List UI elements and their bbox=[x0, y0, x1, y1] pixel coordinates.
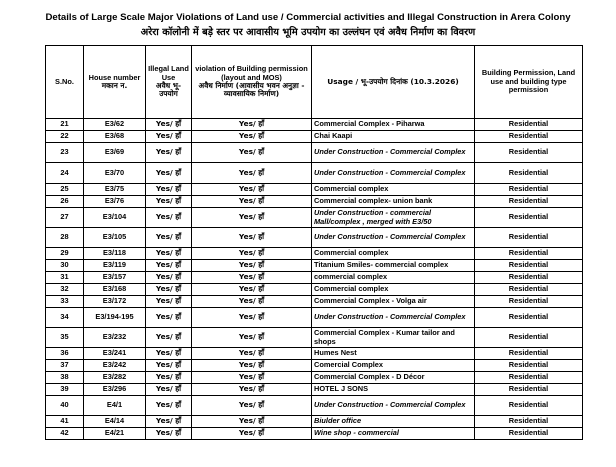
cell-building-permission: Residential bbox=[475, 308, 583, 328]
cell-building-permission: Residential bbox=[475, 428, 583, 440]
cell-house-number: E3/104 bbox=[84, 208, 146, 228]
cell-violation: Yes/ हाँ bbox=[192, 372, 312, 384]
cell-illegal-land-use: Yes/ हाँ bbox=[146, 296, 192, 308]
cell-illegal-land-use: Yes/ हाँ bbox=[146, 360, 192, 372]
cell-violation: Yes/ हाँ bbox=[192, 248, 312, 260]
cell-usage: Under Construction - Commercial Complex bbox=[312, 228, 475, 248]
cell-building-permission: Residential bbox=[475, 416, 583, 428]
table-row bbox=[46, 328, 583, 348]
cell-usage: Biulder office bbox=[312, 416, 475, 428]
cell-violation: Yes/ हाँ bbox=[192, 284, 312, 296]
table-row bbox=[46, 372, 583, 384]
cell-building-permission: Residential bbox=[475, 228, 583, 248]
cell-violation: Yes/ हाँ bbox=[192, 228, 312, 248]
cell-violation: Yes/ हाँ bbox=[192, 131, 312, 143]
table-header-row bbox=[46, 46, 583, 119]
table-row bbox=[46, 348, 583, 360]
cell-illegal-land-use: Yes/ हाँ bbox=[146, 131, 192, 143]
cell-sno: 22 bbox=[46, 131, 84, 143]
cell-sno: 33 bbox=[46, 296, 84, 308]
cell-house-number: E3/241 bbox=[84, 348, 146, 360]
header-usage: Usage / भू-उपयोग दिनांक (10.3.2026) bbox=[312, 46, 475, 119]
cell-sno: 38 bbox=[46, 372, 84, 384]
cell-illegal-land-use: Yes/ हाँ bbox=[146, 119, 192, 131]
cell-usage: Humes Nest bbox=[312, 348, 475, 360]
cell-house-number: E3/168 bbox=[84, 284, 146, 296]
cell-sno: 36 bbox=[46, 348, 84, 360]
cell-house-number: E3/76 bbox=[84, 196, 146, 208]
header-house-en: House number bbox=[88, 72, 141, 82]
cell-building-permission: Residential bbox=[475, 328, 583, 348]
cell-building-permission: Residential bbox=[475, 384, 583, 396]
cell-violation: Yes/ हाँ bbox=[192, 143, 312, 163]
cell-house-number: E3/119 bbox=[84, 260, 146, 272]
cell-house-number: E3/172 bbox=[84, 296, 146, 308]
table-row bbox=[46, 228, 583, 248]
cell-illegal-land-use: Yes/ हाँ bbox=[146, 228, 192, 248]
cell-house-number: E3/68 bbox=[84, 131, 146, 143]
cell-usage: Commercial Complex - Volga air bbox=[312, 296, 475, 308]
cell-violation: Yes/ हाँ bbox=[192, 308, 312, 328]
cell-usage: Chai Kaapi bbox=[312, 131, 475, 143]
cell-usage: Commercial complex bbox=[312, 284, 475, 296]
header-building-permission: Building Permission, Land use and building type permission bbox=[475, 46, 583, 119]
header-violation-hi: अवैध निर्माण (आवासीय भवन अनुज्ञा - व्यावसायिक निर्माण) bbox=[198, 81, 305, 99]
table-row bbox=[46, 184, 583, 196]
cell-building-permission: Residential bbox=[475, 143, 583, 163]
cell-illegal-land-use: Yes/ हाँ bbox=[146, 260, 192, 272]
cell-sno: 42 bbox=[46, 428, 84, 440]
cell-building-permission: Residential bbox=[475, 360, 583, 372]
cell-house-number: E4/1 bbox=[84, 396, 146, 416]
cell-illegal-land-use: Yes/ हाँ bbox=[146, 284, 192, 296]
cell-violation: Yes/ हाँ bbox=[192, 428, 312, 440]
cell-illegal-land-use: Yes/ हाँ bbox=[146, 428, 192, 440]
cell-illegal-land-use: Yes/ हाँ bbox=[146, 248, 192, 260]
cell-usage: commercial complex bbox=[312, 272, 475, 284]
table-row bbox=[46, 284, 583, 296]
cell-house-number: E3/282 bbox=[84, 372, 146, 384]
cell-illegal-land-use: Yes/ हाँ bbox=[146, 328, 192, 348]
cell-building-permission: Residential bbox=[475, 296, 583, 308]
cell-violation: Yes/ हाँ bbox=[192, 163, 312, 184]
cell-building-permission: Residential bbox=[475, 184, 583, 196]
cell-building-permission: Residential bbox=[475, 196, 583, 208]
cell-house-number: E3/70 bbox=[84, 163, 146, 184]
cell-violation: Yes/ हाँ bbox=[192, 119, 312, 131]
cell-sno: 40 bbox=[46, 396, 84, 416]
table-body bbox=[46, 119, 583, 440]
cell-house-number: E3/157 bbox=[84, 272, 146, 284]
cell-usage: Under Construction - Commercial Complex bbox=[312, 163, 475, 184]
cell-usage: Titanium Smiles- commercial complex bbox=[312, 260, 475, 272]
cell-illegal-land-use: Yes/ हाँ bbox=[146, 163, 192, 184]
cell-usage: Under Construction - commercial Mall/complex , merged with E3/50 bbox=[312, 208, 475, 228]
cell-usage: Under Construction - Commercial Complex bbox=[312, 308, 475, 328]
cell-usage: Commercial Complex - D Décor bbox=[312, 372, 475, 384]
cell-sno: 32 bbox=[46, 284, 84, 296]
table-row bbox=[46, 308, 583, 328]
cell-house-number: E3/69 bbox=[84, 143, 146, 163]
cell-illegal-land-use: Yes/ हाँ bbox=[146, 348, 192, 360]
cell-usage: Commercial Complex - Piharwa bbox=[312, 119, 475, 131]
cell-sno: 28 bbox=[46, 228, 84, 248]
cell-violation: Yes/ हाँ bbox=[192, 208, 312, 228]
cell-violation: Yes/ हाँ bbox=[192, 348, 312, 360]
cell-sno: 29 bbox=[46, 248, 84, 260]
cell-violation: Yes/ हाँ bbox=[192, 260, 312, 272]
violations-table bbox=[45, 45, 583, 440]
cell-violation: Yes/ हाँ bbox=[192, 328, 312, 348]
table-row bbox=[46, 396, 583, 416]
table-row bbox=[46, 296, 583, 308]
table-row bbox=[46, 272, 583, 284]
cell-sno: 41 bbox=[46, 416, 84, 428]
cell-sno: 39 bbox=[46, 384, 84, 396]
cell-building-permission: Residential bbox=[475, 348, 583, 360]
cell-building-permission: Residential bbox=[475, 119, 583, 131]
cell-building-permission: Residential bbox=[475, 396, 583, 416]
table-row bbox=[46, 143, 583, 163]
cell-usage: Commercial complex bbox=[312, 184, 475, 196]
cell-illegal-land-use: Yes/ हाँ bbox=[146, 184, 192, 196]
cell-illegal-land-use: Yes/ हाँ bbox=[146, 196, 192, 208]
cell-house-number: E3/242 bbox=[84, 360, 146, 372]
cell-building-permission: Residential bbox=[475, 131, 583, 143]
cell-sno: 37 bbox=[46, 360, 84, 372]
cell-usage: Commercial Complex - Kumar tailor and shops bbox=[312, 328, 475, 348]
cell-usage: Under Construction - Commercial Complex bbox=[312, 396, 475, 416]
header-illegal-hi: अवैध भू-उपयोग bbox=[155, 81, 182, 99]
cell-illegal-land-use: Yes/ हाँ bbox=[146, 372, 192, 384]
cell-violation: Yes/ हाँ bbox=[192, 196, 312, 208]
cell-illegal-land-use: Yes/ हाँ bbox=[146, 143, 192, 163]
cell-illegal-land-use: Yes/ हाँ bbox=[146, 396, 192, 416]
cell-building-permission: Residential bbox=[475, 284, 583, 296]
header-sno: S.No. bbox=[46, 46, 84, 119]
table-row bbox=[46, 384, 583, 396]
cell-sno: 31 bbox=[46, 272, 84, 284]
cell-house-number: E3/75 bbox=[84, 184, 146, 196]
cell-illegal-land-use: Yes/ हाँ bbox=[146, 384, 192, 396]
cell-usage: Commercial complex- union bank bbox=[312, 196, 475, 208]
cell-sno: 35 bbox=[46, 328, 84, 348]
cell-house-number: E3/105 bbox=[84, 228, 146, 248]
table-row bbox=[46, 131, 583, 143]
table-row bbox=[46, 260, 583, 272]
cell-house-number: E3/194-195 bbox=[84, 308, 146, 328]
cell-violation: Yes/ हाँ bbox=[192, 384, 312, 396]
cell-violation: Yes/ हाँ bbox=[192, 396, 312, 416]
cell-violation: Yes/ हाँ bbox=[192, 416, 312, 428]
cell-illegal-land-use: Yes/ हाँ bbox=[146, 272, 192, 284]
header-house-number bbox=[84, 46, 146, 119]
table-row bbox=[46, 196, 583, 208]
cell-sno: 24 bbox=[46, 163, 84, 184]
cell-usage: Commercial complex bbox=[312, 248, 475, 260]
cell-sno: 21 bbox=[46, 119, 84, 131]
document-title-english: Details of Large Scale Major Violations of Land use / Commercial activities and Illegal Construction in Arera Colony bbox=[45, 12, 571, 23]
cell-sno: 26 bbox=[46, 196, 84, 208]
cell-violation: Yes/ हाँ bbox=[192, 272, 312, 284]
cell-house-number: E4/14 bbox=[84, 416, 146, 428]
cell-sno: 30 bbox=[46, 260, 84, 272]
header-illegal-en: Illegal Land Use bbox=[148, 64, 189, 82]
table-row bbox=[46, 208, 583, 228]
document-title-hindi: अरेरा कॉलोनी में बड़े स्तर पर आवासीय भूमि उपयोग का उल्लंघन एवं अवैध निर्माण का विवरण bbox=[140, 27, 476, 38]
cell-building-permission: Residential bbox=[475, 163, 583, 184]
table-row bbox=[46, 163, 583, 184]
cell-usage: Wine shop - commercial bbox=[312, 428, 475, 440]
cell-building-permission: Residential bbox=[475, 248, 583, 260]
cell-usage: Under Construction - Commercial Complex bbox=[312, 143, 475, 163]
cell-violation: Yes/ हाँ bbox=[192, 360, 312, 372]
header-violation-en: violation of Building permission (layout and MOS) bbox=[195, 64, 308, 82]
cell-house-number: E4/21 bbox=[84, 428, 146, 440]
cell-building-permission: Residential bbox=[475, 272, 583, 284]
table-row bbox=[46, 119, 583, 131]
cell-sno: 34 bbox=[46, 308, 84, 328]
cell-violation: Yes/ हाँ bbox=[192, 184, 312, 196]
cell-usage: HOTEL J SONS bbox=[312, 384, 475, 396]
cell-illegal-land-use: Yes/ हाँ bbox=[146, 308, 192, 328]
cell-sno: 23 bbox=[46, 143, 84, 163]
cell-house-number: E3/296 bbox=[84, 384, 146, 396]
cell-violation: Yes/ हाँ bbox=[192, 296, 312, 308]
cell-building-permission: Residential bbox=[475, 372, 583, 384]
cell-house-number: E3/62 bbox=[84, 119, 146, 131]
cell-house-number: E3/118 bbox=[84, 248, 146, 260]
header-illegal-land-use bbox=[146, 46, 192, 119]
cell-sno: 27 bbox=[46, 208, 84, 228]
cell-illegal-land-use: Yes/ हाँ bbox=[146, 208, 192, 228]
cell-illegal-land-use: Yes/ हाँ bbox=[146, 416, 192, 428]
header-violation bbox=[192, 46, 312, 119]
table-row bbox=[46, 248, 583, 260]
table-row bbox=[46, 360, 583, 372]
cell-house-number: E3/232 bbox=[84, 328, 146, 348]
table-row bbox=[46, 416, 583, 428]
cell-building-permission: Residential bbox=[475, 208, 583, 228]
table-row bbox=[46, 428, 583, 440]
header-house-hi: मकान न. bbox=[101, 81, 128, 90]
cell-sno: 25 bbox=[46, 184, 84, 196]
cell-building-permission: Residential bbox=[475, 260, 583, 272]
cell-usage: Comercial Complex bbox=[312, 360, 475, 372]
